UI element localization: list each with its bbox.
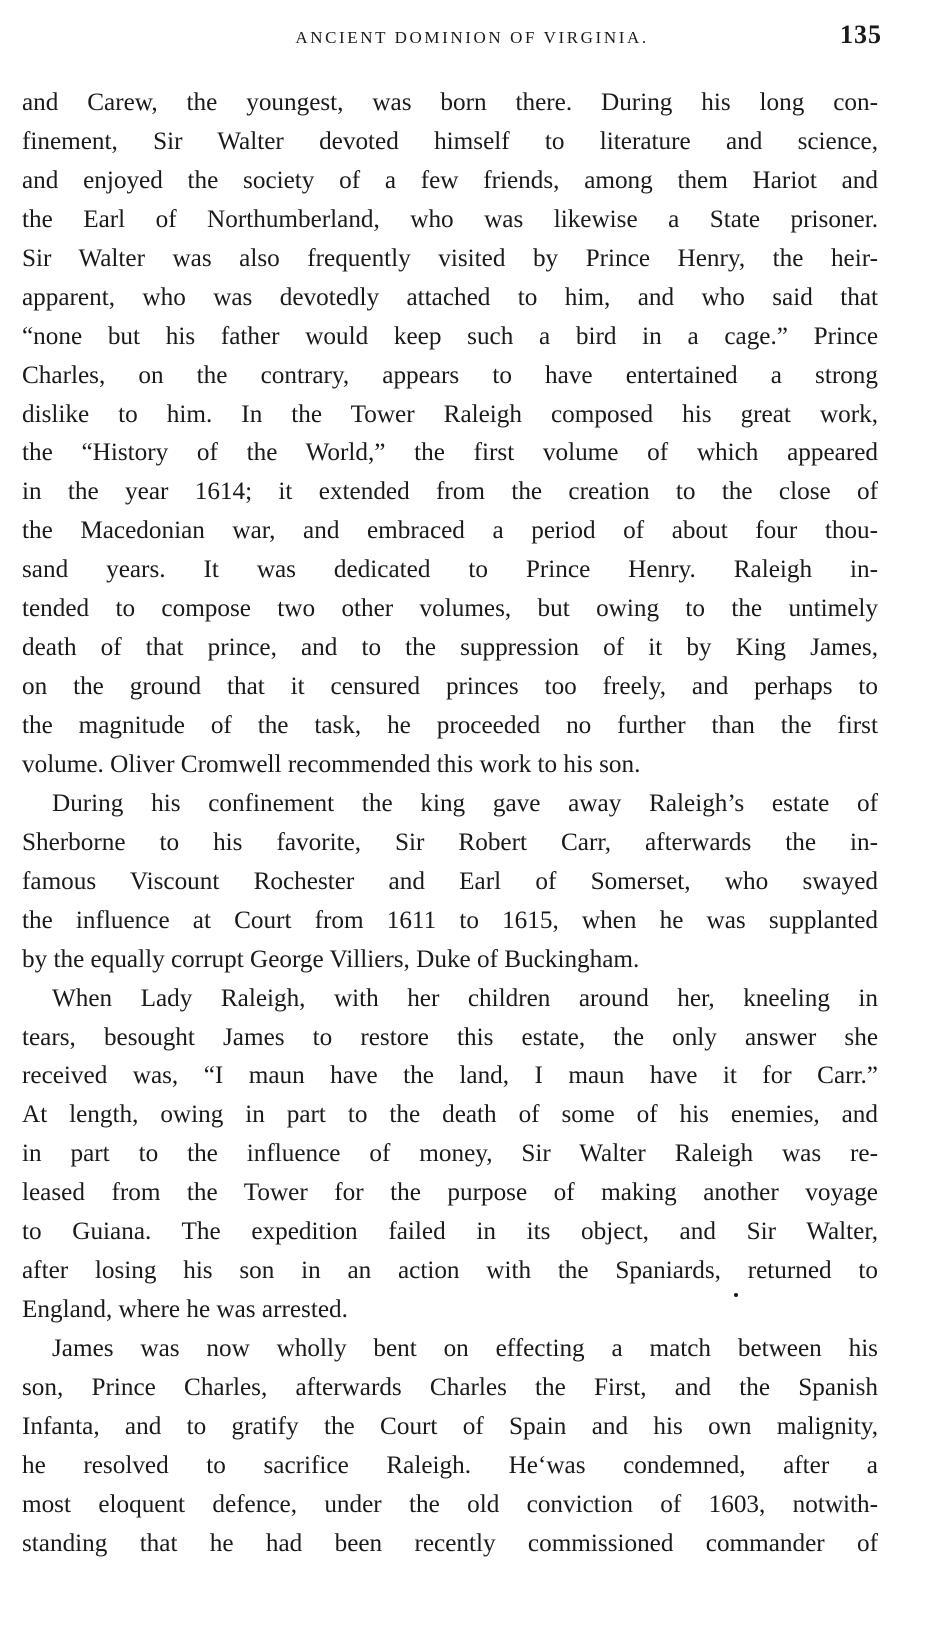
text-line: tears, besought James to restore this estate, the only answer she xyxy=(22,1023,878,1051)
text-line: James was now wholly bent on effecting a match between his xyxy=(52,1335,878,1362)
running-head xyxy=(22,20,882,54)
text-line: the influence at Court from 1611 to 1615, when he was supplanted xyxy=(22,906,878,934)
text-line: Sherborne to his favorite, Sir Robert Carr, afterwards the in- xyxy=(22,828,878,856)
text-line: apparent, who was devotedly attached to him, and who said that xyxy=(22,283,878,311)
text-line: tended to compose two other volumes, but owing to the untimely xyxy=(22,595,878,623)
text-line: by the equally corrupt George Villiers, Duke of Buckingham. xyxy=(22,945,640,973)
body-text xyxy=(22,84,878,1564)
text-line: in the year 1614; it extended from the creation to the close of xyxy=(22,478,878,506)
text-line: to Guiana. The expedition failed in its object, and Sir Walter, xyxy=(22,1218,878,1246)
text-line: and enjoyed the society of a few friends, among them Hariot and xyxy=(22,166,878,194)
text-line: sand years. It was dedicated to Prince Henry. Raleigh in- xyxy=(22,556,878,584)
text-line: When Lady Raleigh, with her children around her, kneeling in xyxy=(52,984,878,1012)
paragraph-1 xyxy=(22,84,878,785)
text-line: son, Prince Charles, afterwards Charles the First, and the Spanish xyxy=(22,1373,878,1401)
text-line: Charles, on the contrary, appears to have entertained a strong xyxy=(22,361,878,389)
text-line: finement, Sir Walter devoted himself to literature and science, xyxy=(22,127,878,155)
text-line: famous Viscount Rochester and Earl of Somerset, who swayed xyxy=(22,867,878,895)
text-line: volume. Oliver Cromwell recommended this work to his son. xyxy=(22,750,641,778)
text-line: dislike to him. In the Tower Raleigh composed his great work, xyxy=(22,400,878,428)
text-line: “none but his father would keep such a bird in a cage.” Prince xyxy=(22,322,878,350)
paragraph-2 xyxy=(22,785,878,980)
text-line: During his confinement the king gave away Raleigh’s estate of xyxy=(52,789,878,817)
text-line: on the ground that it censured princes too freely, and perhaps to xyxy=(22,673,878,701)
text-line: Infanta, and to gratify the Court of Spain and his own malignity, xyxy=(22,1412,878,1440)
print-speck xyxy=(734,1293,738,1297)
text-line: leased from the Tower for the purpose of making another voyage xyxy=(22,1179,878,1207)
text-line: At length, owing in part to the death of some of his enemies, and xyxy=(22,1101,878,1129)
text-line: the magnitude of the task, he proceeded no further than the first xyxy=(22,712,878,739)
text-line: after losing his son in an action with the Spaniards, returned to xyxy=(22,1257,878,1285)
text-line: most eloquent defence, under the old conviction of 1603, notwith- xyxy=(22,1490,878,1518)
paragraph-4 xyxy=(22,1330,878,1564)
text-line: the Earl of Northumberland, who was likewise a State prisoner. xyxy=(22,205,878,233)
text-line: England, where he was arrested. xyxy=(22,1296,348,1324)
text-line: the “History of the World,” the first volume of which appeared xyxy=(22,439,878,467)
text-line: received was, “I maun have the land, I maun have it for Carr.” xyxy=(22,1062,878,1090)
page-number: 135 xyxy=(840,20,882,49)
text-line: in part to the influence of money, Sir Walter Raleigh was re- xyxy=(22,1140,878,1168)
text-line: Sir Walter was also frequently visited by Prince Henry, the heir- xyxy=(22,244,878,272)
paragraph-3 xyxy=(22,980,878,1330)
text-line: the Macedonian war, and embraced a period of about four thou- xyxy=(22,517,878,545)
text-line: standing that he had been recently commissioned commander of xyxy=(22,1529,878,1557)
text-line: he resolved to sacrifice Raleigh. He‘was condemned, after a xyxy=(22,1451,878,1479)
text-line: and Carew, the youngest, was born there. During his long con- xyxy=(22,89,878,116)
running-title: ANCIENT DOMINION OF VIRGINIA. xyxy=(295,28,649,47)
text-line: death of that prince, and to the suppression of it by King James, xyxy=(22,634,878,662)
